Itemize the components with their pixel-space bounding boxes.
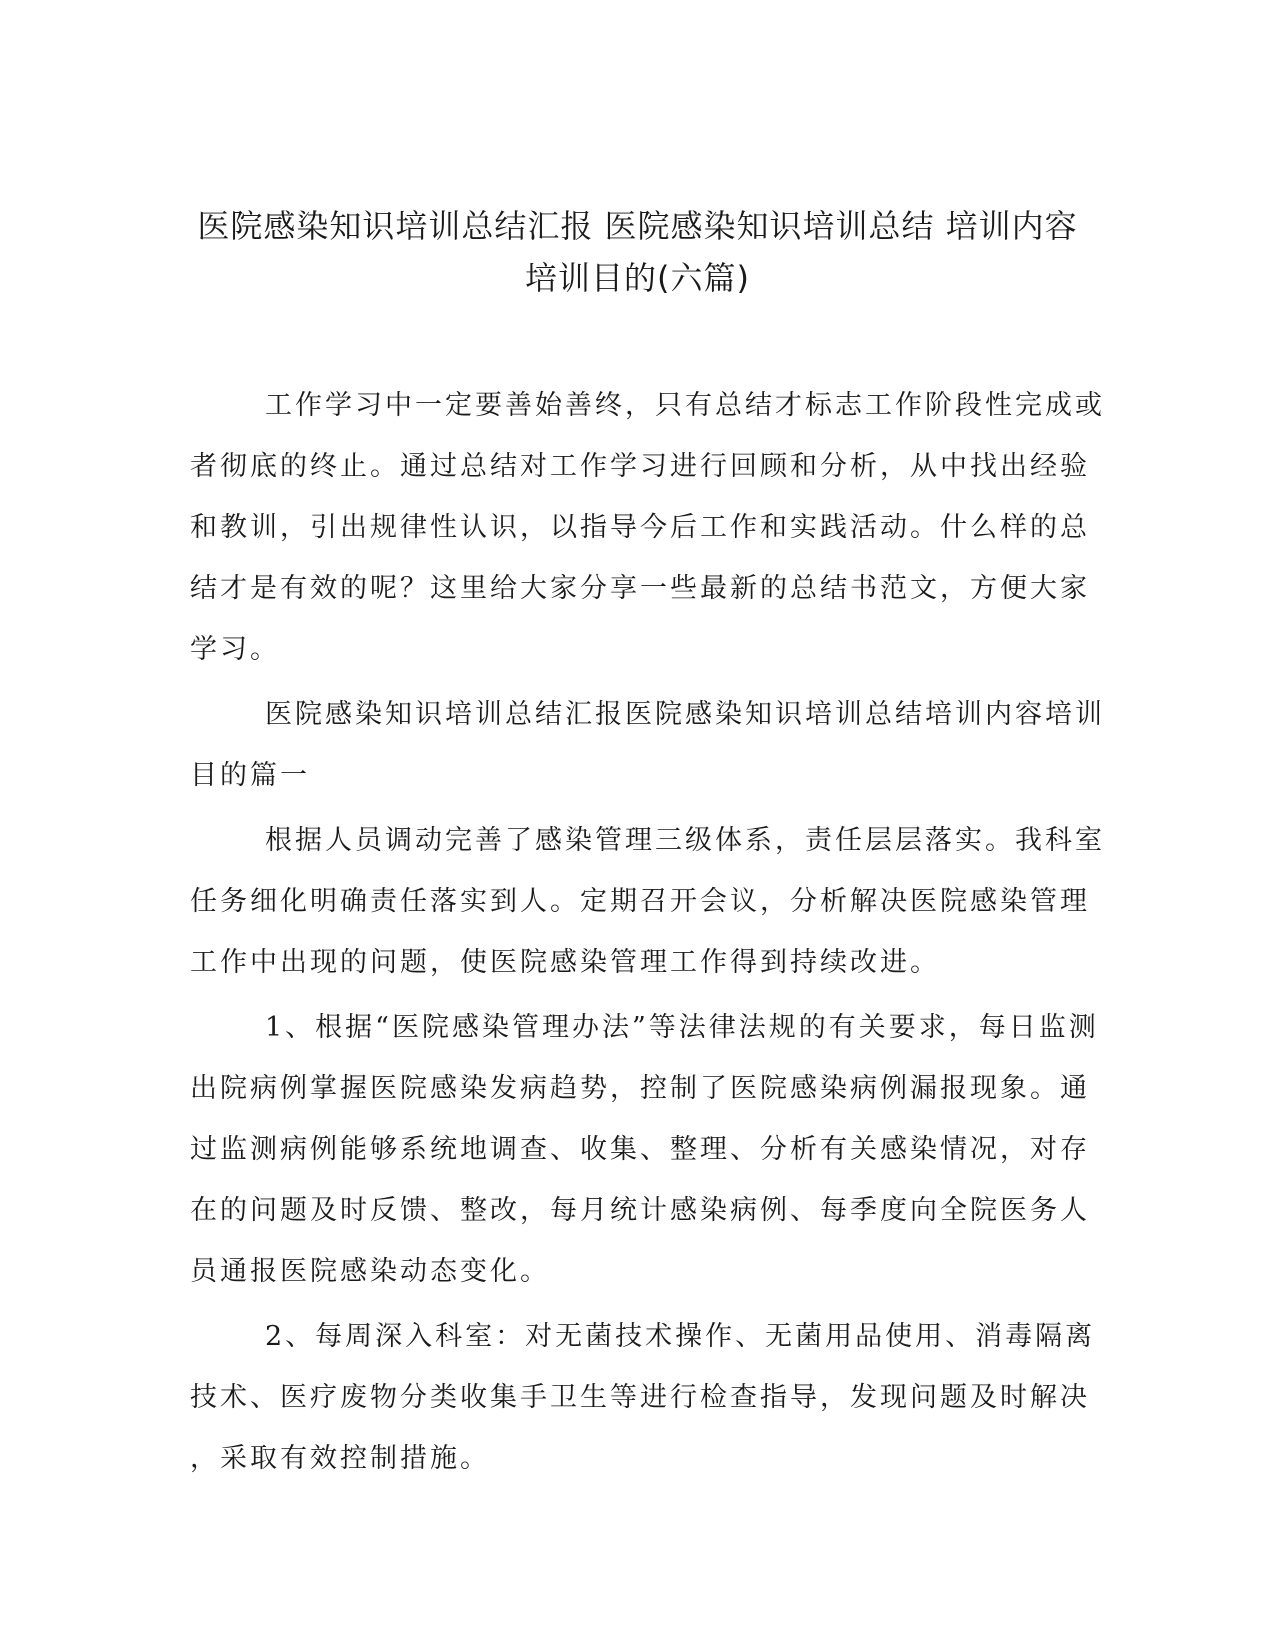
paragraph-line: 和教训，引出规律性认识，以指导今后工作和实践活动。什么样的总 <box>190 512 1090 543</box>
document-title <box>150 200 1125 304</box>
paragraph-line: 工作中出现的问题，使医院感染管理工作得到持续改进。 <box>190 947 940 978</box>
paragraph-line: 学习。 <box>190 634 280 665</box>
document-body <box>190 375 1105 1493</box>
paragraph-line: 任务细化明确责任落实到人。定期召开会议，分析解决医院感染管理 <box>190 886 1090 917</box>
paragraph-management-system <box>190 810 1105 993</box>
paragraph-line: 医院感染知识培训总结汇报医院感染知识培训总结培训内容培训 <box>265 699 1105 730</box>
paragraph-line: 出院病例掌握医院感染发病趋势，控制了医院感染病例漏报现象。通 <box>190 1073 1090 1104</box>
paragraph-intro <box>190 375 1105 680</box>
paragraph-line: 目的篇一 <box>190 760 310 791</box>
title-line-1: 医院感染知识培训总结汇报 医院感染知识培训总结 培训内容 <box>197 207 1078 245</box>
paragraph-line: ，采取有效控制措施。 <box>190 1443 490 1474</box>
paragraph-line: 过监测病例能够系统地调查、收集、整理、分析有关感染情况，对存 <box>190 1134 1090 1165</box>
paragraph-line: 根据人员调动完善了感染管理三级体系，责任层层落实。我科室 <box>265 825 1105 856</box>
paragraph-line: 技术、医疗废物分类收集手卫生等进行检查指导，发现问题及时解决 <box>190 1382 1090 1413</box>
title-line-2: 培训目的(六篇) <box>525 259 750 297</box>
paragraph-line: 2、每周深入科室：对无菌技术操作、无菌用品使用、消毒隔离 <box>265 1321 1096 1352</box>
paragraph-line: 员通报医院感染动态变化。 <box>190 1256 550 1287</box>
paragraph-line: 者彻底的终止。通过总结对工作学习进行回顾和分析，从中找出经验 <box>190 451 1090 482</box>
paragraph-item-1 <box>190 997 1099 1302</box>
paragraph-line: 工作学习中一定要善始善终，只有总结才标志工作阶段性完成或 <box>265 390 1105 421</box>
paragraph-item-2 <box>190 1306 1096 1489</box>
paragraph-section-heading <box>190 684 1105 806</box>
paragraph-line: 在的问题及时反馈、整改，每月统计感染病例、每季度向全院医务人 <box>190 1195 1090 1226</box>
paragraph-line: 结才是有效的呢？这里给大家分享一些最新的总结书范文，方便大家 <box>190 573 1090 604</box>
paragraph-line: 1、根据“医院感染管理办法”等法律法规的有关要求，每日监测 <box>265 1012 1099 1043</box>
